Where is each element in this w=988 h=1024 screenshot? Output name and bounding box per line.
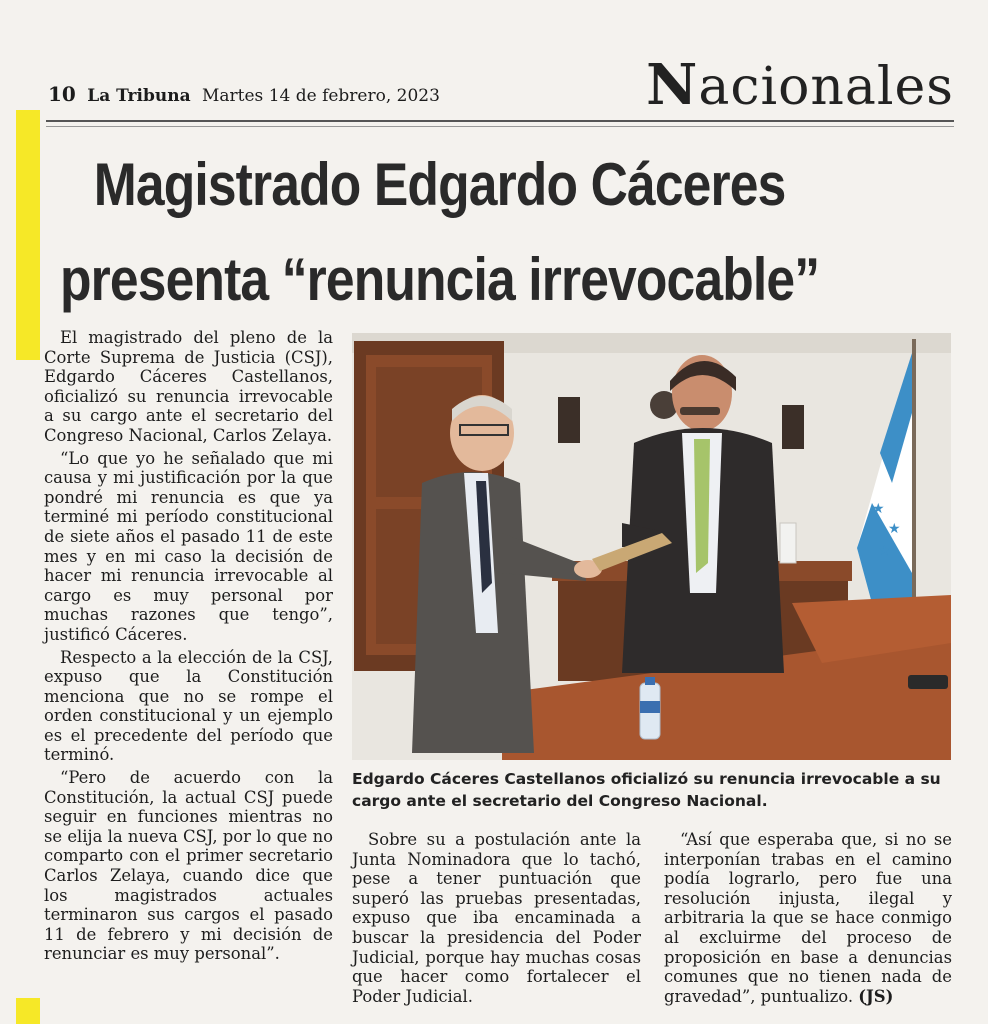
svg-text:★: ★: [878, 543, 891, 559]
article-column-2: [352, 830, 641, 1006]
newspaper-name: La Tribuna: [87, 86, 191, 106]
paragraph: “Así que esperaba que, si no se interponían trabas en el camino podía lograrlo, pero fue una resolución injusta, ilegal y arbitraria la que se hace conmigo al excluirme del proceso de proposición en base a denuncias comunes que no tienen nada de gravedad”, puntualizo. (JS): [664, 830, 952, 1006]
paragraph: “Lo que yo he señalado que mi causa y mi justificación por la que pondré mi renuncia es que ya terminé mi período constitucional de siete años el pasado 11 de este mes y en mi caso la decisión de hacer mi renuncia irrevocable al cargo es muy personal por muchas razones que tengo”, justificó Cáceres.: [44, 448, 333, 644]
page-number: 10: [48, 82, 76, 106]
photo-caption: Edgardo Cáceres Castellanos oficializó su renuncia irrevocable a su cargo ante el secretario del Congreso Nacional.: [352, 770, 941, 810]
paragraph: El magistrado del pleno de la Corte Suprema de Justicia (CSJ), Edgardo Cáceres Castellanos, oficializó su renuncia irrevocable a su cargo ante el secretario del Congreso Nacional, Carlos Zelaya.: [44, 328, 333, 445]
article-photo: [352, 333, 951, 760]
header-rule: [46, 120, 954, 122]
issue-date: Martes 14 de febrero, 2023: [202, 86, 440, 106]
highlighter-mark: [16, 110, 40, 360]
paragraph: Sobre su a postulación ante la Junta Nominadora que lo tachó, pese a tener puntuación que superó las pruebas presentadas, expuso que iba encaminada a buscar la presidencia del Poder Judicial, porque hay muchas cosas que hacer como fortalecer el Poder Judicial.: [352, 830, 641, 1006]
svg-text:★: ★: [872, 501, 885, 517]
author-signature: (JS): [858, 986, 894, 1006]
page-header: [48, 82, 440, 106]
headline-line-1: Magistrado Edgardo Cáceres: [93, 151, 786, 218]
article-column-1: [44, 328, 333, 964]
svg-text:★: ★: [888, 521, 901, 537]
paragraph: Respecto a la elección de la CSJ, expuso que la Constitución menciona que no se rompe el orden constitucional y un ejemplo es el precedente del período que terminó.: [44, 647, 333, 765]
headline-line-2: presenta “renuncia irrevocable”: [60, 246, 820, 313]
paragraph: “Pero de acuerdo con la Constitución, la actual CSJ puede seguir en funciones mientras no se elija la nueva CSJ, por lo que no comparto con el primer secretario Carlos Zelaya, cuando dice que los magistrados actuales terminaron sus cargos el pasado 11 de febrero y mi decisión de renunciar es muy personal”.: [44, 768, 333, 964]
section-title: Nacionales: [646, 52, 954, 118]
highlighter-mark-bottom: [16, 998, 40, 1024]
header-rule-thin: [46, 126, 954, 127]
article-column-3: [664, 830, 952, 1006]
photo-illustration: [352, 333, 951, 760]
